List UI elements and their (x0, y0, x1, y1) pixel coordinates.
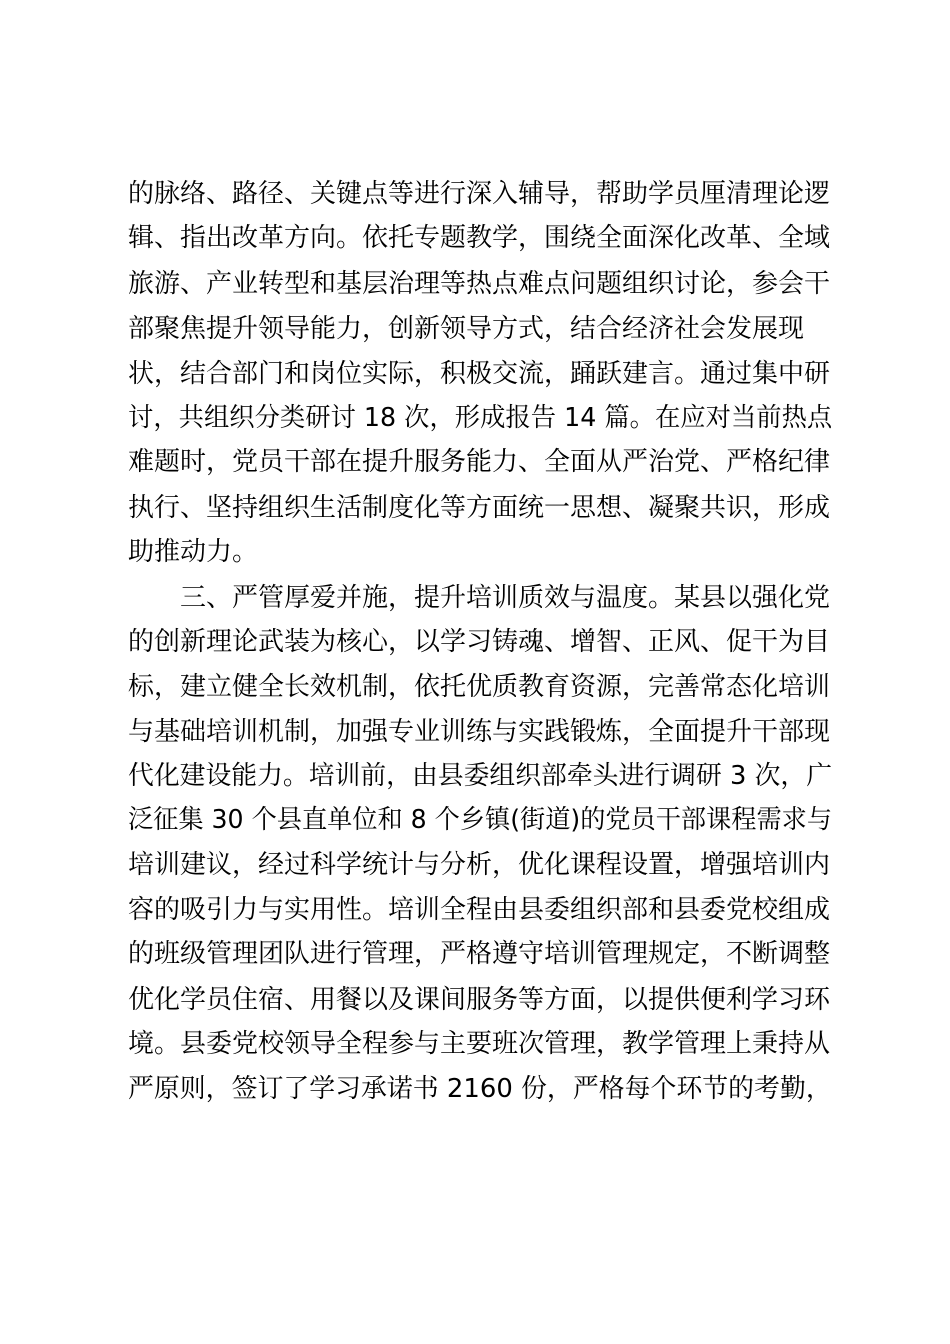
text-line: 辑、指出改革方向。依托专题教学，围绕全面深化改革、全域 (128, 223, 831, 253)
text-line: 的班级管理团队进行管理，严格遵守培训管理规定，不断调整 (128, 939, 831, 969)
text-line: 难题时，党员干部在提升服务能力、全面从严治党、严格纪律 (128, 447, 831, 477)
text-line: 部聚焦提升领导能力，创新领导方式，结合经济社会发展现 (128, 314, 805, 344)
text-line: 的创新理论武装为核心，以学习铸魂、增智、正风、促干为目 (128, 627, 831, 657)
text-line: 讨，共组织分类研讨 18 次，形成报告 14 篇。在应对当前热点 (128, 403, 833, 433)
text-line: 培训建议，经过科学统计与分析，优化课程设置，增强培训内 (128, 850, 831, 880)
text-line: 严原则，签订了学习承诺书 2160 份，严格每个环节的考勤， (128, 1074, 832, 1104)
text-line: 状，结合部门和岗位实际，积极交流，踊跃建言。通过集中研 (128, 359, 831, 389)
text-line: 境。县委党校领导全程参与主要班次管理，教学管理上秉持从 (128, 1029, 831, 1059)
text-line: 泛征集 30 个县直单位和 8 个乡镇(街道)的党员干部课程需求与 (128, 805, 833, 835)
text-line: 旅游、产业转型和基层治理等热点难点问题组织讨论，参会干 (128, 269, 831, 299)
text-line: 与基础培训机制，加强专业训练与实践锻炼，全面提升干部现 (128, 717, 831, 747)
text-line: 执行、坚持组织生活制度化等方面统一思想、凝聚共识，形成 (128, 493, 831, 523)
text-line: 助推动力。 (128, 537, 259, 567)
section-heading-line: 三、严管厚爱并施，提升培训质效与温度。某县以强化党 (180, 583, 831, 613)
text-line: 容的吸引力与实用性。培训全程由县委组织部和县委党校组成 (128, 895, 831, 925)
text-line: 优化学员住宿、用餐以及课间服务等方面，以提供便利学习环 (128, 985, 831, 1015)
text-line: 的脉络、路径、关键点等进行深入辅导，帮助学员厘清理论逻 (128, 179, 831, 209)
text-line: 标，建立健全长效机制，依托优质教育资源，完善常态化培训 (128, 672, 831, 702)
text-line: 代化建设能力。培训前，由县委组织部牵头进行调研 3 次，广 (128, 761, 833, 791)
